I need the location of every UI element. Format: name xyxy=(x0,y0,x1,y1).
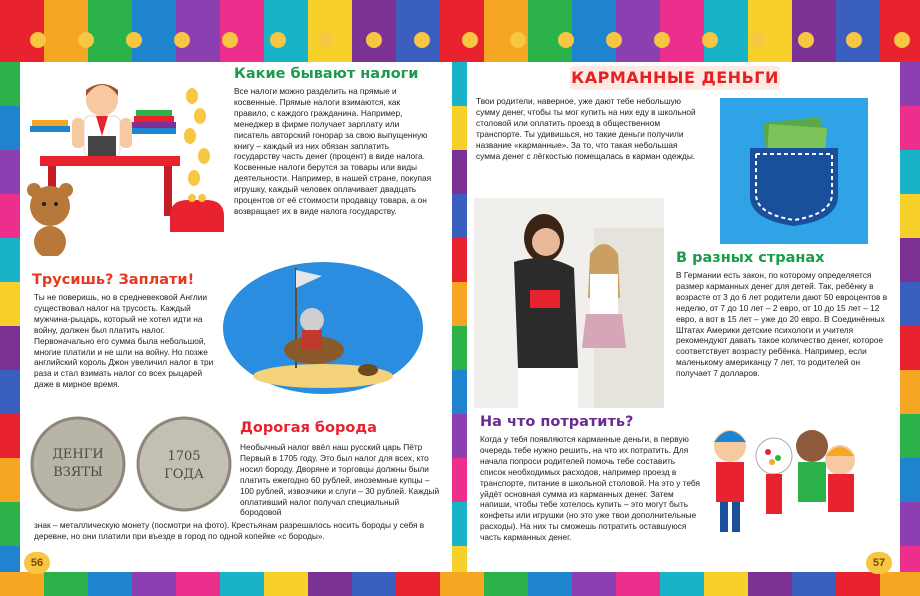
beard-heading: Дорогая борода xyxy=(240,420,377,436)
border-strip xyxy=(660,0,704,62)
coin-icon xyxy=(558,32,574,48)
border-strip xyxy=(0,150,20,194)
border-strip xyxy=(484,572,528,596)
border-strip xyxy=(0,62,20,106)
beard-coins-photo xyxy=(28,414,234,514)
border-strip xyxy=(452,194,467,238)
border-strip xyxy=(792,0,836,62)
border-strip xyxy=(452,282,467,326)
border-strip xyxy=(900,326,920,370)
border-strip xyxy=(452,62,467,106)
border-strip xyxy=(900,106,920,150)
border-strip xyxy=(792,572,836,596)
page-number-left: 56 xyxy=(24,552,50,574)
spend-heading: На что потратить? xyxy=(480,414,634,430)
border-strip xyxy=(308,572,352,596)
border-strip xyxy=(132,572,176,596)
svg-text:ГОДА: ГОДА xyxy=(164,467,204,482)
border-strip xyxy=(572,572,616,596)
coward-heading: Трусишь? Заплати! xyxy=(32,272,195,288)
coin-icon xyxy=(30,32,46,48)
border-strip xyxy=(0,238,20,282)
border-strip xyxy=(660,572,704,596)
border-strip xyxy=(308,0,352,62)
kids-gumball-illustration xyxy=(700,416,900,556)
border-strip xyxy=(900,194,920,238)
border-strip xyxy=(900,414,920,458)
border-strip xyxy=(452,238,467,282)
coin-icon xyxy=(750,32,766,48)
coin-icon xyxy=(846,32,862,48)
border-strip xyxy=(44,572,88,596)
office-worker-illustration xyxy=(20,66,225,256)
coin-icon xyxy=(462,32,478,48)
border-strip xyxy=(0,282,20,326)
border-strip xyxy=(452,546,467,572)
pocket-money-text: Твои родители, наверное, уже дают тебе небольшую сумму денег, чтобы ты мог купить на них еду в школьной столовой или оплатить проезд в общественном транспорте. Ты удивишься, но такие деньги получили название «карманные». За то, что такая небольшая сумма денег с лёгкостью помещалась в карман одежды. xyxy=(476,96,696,161)
coin-icon xyxy=(894,32,910,48)
border-strip xyxy=(836,0,880,62)
taxes-heading: Какие бывают налоги xyxy=(234,66,419,82)
border-strip xyxy=(0,502,20,546)
taxes-text: Все налоги можно разделить на прямые и косвенные. Прямые налоги взимаются, как правило, с каждого гражданина. Например, менеджер в фирме получает зарплату или писатель авторский гонорар за свою выпущенную книгу – каждый из них обязан заплатить государству часть денег (процент) в виде налога. Косвенные налоги берутся за товары или виды деятельности. Например, в нашей стране, покупая игрушку, каждый человек оплачивает двадцать процентов от её стоимости продавцу товара, а он возвращает их в виде налога государству. xyxy=(234,86,432,216)
coin-icon xyxy=(318,32,334,48)
coin-icon xyxy=(654,32,670,48)
border-strip xyxy=(616,0,660,62)
border-strip xyxy=(264,0,308,62)
border-strip xyxy=(900,238,920,282)
border-strip xyxy=(396,0,440,62)
border-strip xyxy=(452,502,467,546)
border-strip xyxy=(900,370,920,414)
coin-icon xyxy=(126,32,142,48)
border-strip xyxy=(704,0,748,62)
border-strip xyxy=(0,572,44,596)
coin-icon xyxy=(606,32,622,48)
border-strip xyxy=(900,546,920,572)
countries-heading: В разных странах xyxy=(676,250,825,266)
border-strip xyxy=(132,0,176,62)
border-strip xyxy=(352,572,396,596)
border-strip xyxy=(900,502,920,546)
border-strip xyxy=(452,150,467,194)
border-strip xyxy=(176,572,220,596)
knight-illustration xyxy=(218,258,428,398)
border-strip xyxy=(616,572,660,596)
coin-icon xyxy=(510,32,526,48)
border-strip xyxy=(88,572,132,596)
beard-text-continued: знак – металлическую монету (посмотри на фото). Крестьянам разрешалось носить бороды у себя в деревне, но они платили при въезде в город по одной копейке «с бороды». xyxy=(34,520,425,541)
border-strip xyxy=(220,0,264,62)
coin-icon xyxy=(174,32,190,48)
border-strip xyxy=(880,0,920,62)
countries-text: В Германии есть закон, по которому определяется размер карманных денег для детей. Так, ребёнку в возрасте от 3 до 6 лет родители дают 50 евроцентов в неделю, от 7 до 10 лет – 2 евро, от 10 до 15 лет – 12 евро, а вот в 15 лет – уже до 20 евро. В Соединённых Штатах Америки детские психологи и учителя рекомендуют давать такое количество денег, которое соответствует возрасту ребёнка. Например, если маленькому американцу 7 лет, то родителей он получает 7 долларов. xyxy=(676,270,888,379)
border-strip xyxy=(440,0,484,62)
coin2-text: 1705 xyxy=(167,449,201,464)
coward-text: Ты не поверишь, но в средневековой Англии существовал налог на трусость. Каждый мужчина-рыцарь, который не хотел идти на войну, должен был платить налог. Первоначально его сумма была небольшой, многие платили и не шли на войну. Но позже английский король Джон увеличил налог в три раза и стал взимать налог со всех рыцарей даже в мирное время. xyxy=(34,292,214,390)
pocket-money-heading: КАРМАННЫЕ ДЕНЬГИ xyxy=(571,68,779,87)
mother-daughter-photo xyxy=(474,198,664,408)
border-strip xyxy=(0,458,20,502)
border-strip xyxy=(88,0,132,62)
coin-icon xyxy=(798,32,814,48)
svg-text:ВЗЯТЫ: ВЗЯТЫ xyxy=(53,465,103,480)
border-strip xyxy=(528,0,572,62)
border-strip xyxy=(396,572,440,596)
border-strip xyxy=(0,370,20,414)
border-strip xyxy=(0,194,20,238)
coin-icon xyxy=(414,32,430,48)
border-strip xyxy=(572,0,616,62)
border-strip xyxy=(704,572,748,596)
border-strip xyxy=(352,0,396,62)
border-strip xyxy=(220,572,264,596)
border-strip xyxy=(44,0,88,62)
spend-text: Когда у тебя появляются карманные деньги, в первую очередь тебе нужно решить, на что их потратить. Для начала попроси родителей помочь тебе составить список необходимых расходов, например проезд в транспорте, питание в школьной столовой. На это у тебя уйдёт основная сумма из карманных денег. Затем напиши, чтобы тебе хотелось купить – это могут быть конфеты или игрушки (но это уже твои дополнительные расходы). На них ты сможешь потратить оставшуюся часть карманных денег. xyxy=(480,434,700,543)
border-strip xyxy=(880,572,920,596)
border-strip xyxy=(0,0,44,62)
border-strip xyxy=(264,572,308,596)
border-strip xyxy=(900,458,920,502)
coin1-text: ДЕНГИ xyxy=(52,447,104,462)
border-strip xyxy=(0,546,20,572)
border-strip xyxy=(528,572,572,596)
page-number-right: 57 xyxy=(866,552,892,574)
border-strip xyxy=(452,106,467,150)
coin-icon xyxy=(366,32,382,48)
border-strip xyxy=(440,572,484,596)
coin-icon xyxy=(78,32,94,48)
border-strip xyxy=(176,0,220,62)
border-strip xyxy=(748,0,792,62)
border-strip xyxy=(452,326,467,370)
border-strip xyxy=(900,62,920,106)
border-strip xyxy=(0,106,20,150)
border-strip xyxy=(452,414,467,458)
coin-icon xyxy=(270,32,286,48)
pocket-money-icon xyxy=(720,98,868,244)
border-strip xyxy=(900,150,920,194)
coin-icon xyxy=(222,32,238,48)
border-strip xyxy=(484,0,528,62)
border-strip xyxy=(0,326,20,370)
beard-text: Необычный налог ввёл наш русский царь Пётр Первый в 1705 году. Это был налог для всех, кто носил бороду. Дворяне и торговцы должны были платить ежегодно 60 рублей, иноземные купцы – 100 рублей, извозчики и слуги – 30 рублей. Каждый оплативший налог получал специальный бородовой xyxy=(240,442,440,518)
border-strip xyxy=(452,458,467,502)
coin-icon xyxy=(702,32,718,48)
border-strip xyxy=(836,572,880,596)
border-strip xyxy=(452,370,467,414)
border-strip xyxy=(0,414,20,458)
border-strip xyxy=(900,282,920,326)
border-strip xyxy=(748,572,792,596)
